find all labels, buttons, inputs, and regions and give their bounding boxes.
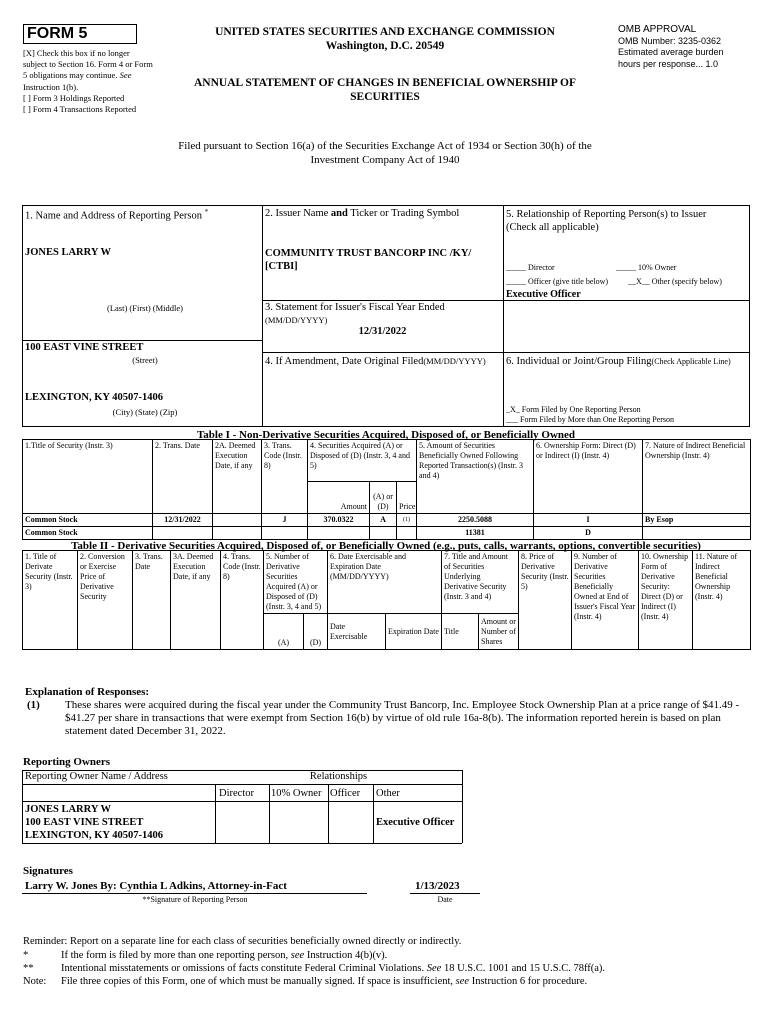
relationship-sublabel: (Check all applicable) [506, 222, 599, 233]
see-label: See [119, 70, 132, 81]
t1-nature: By Esop [643, 514, 751, 527]
filing-check: (Check Applicable Line) [651, 357, 731, 366]
t1-date: 12/31/2022 [153, 514, 213, 527]
omb-burden: Estimated average burden [618, 47, 724, 57]
owners-col-director: Director [219, 788, 254, 799]
t2-h-sub-title: Title [442, 614, 479, 650]
t1-h-title: 1.Title of Security (Instr. 3) [23, 440, 153, 514]
t1-h-code: 3. Trans. Code (Instr. 8) [262, 440, 308, 514]
reminder: Reminder: Report on a separate line for each class of securities beneficially owned directly or indirectly. [23, 936, 462, 947]
t1-deemed [213, 514, 262, 527]
rel-director: _____ Director [506, 263, 555, 272]
t2-h-sub-amount: Amount or Number of Shares [479, 614, 519, 650]
t2-h-exercisable: 6. Date Exercisable and Expiration Date (MM/DD/YYYY) [328, 551, 442, 614]
t2-h-date-exercisable: Date Exercisable [328, 614, 386, 650]
t1-h-price: Price [397, 482, 417, 514]
t1-h-amount: Amount [308, 482, 370, 514]
t2-h-d: (D) [304, 614, 328, 650]
table1-header-row [23, 440, 751, 482]
table1-title: Table I - Non-Derivative Securities Acquired, Disposed of, or Beneficially Owned [196, 429, 576, 441]
amendment-label: 4. If Amendment, Date Original Filed(MM/DD/YYYY) [265, 356, 486, 367]
t2-h-conversion: 2. Conversion or Exercise Price of Derivative Security [78, 551, 133, 650]
city-label: (City) (State) (Zip) [112, 407, 178, 417]
owners-col-ten: 10% Owner [271, 788, 322, 799]
date-label: Date [437, 895, 453, 904]
agency-location: Washington, D.C. 20549 [325, 40, 445, 52]
reporting-person-street: 100 EAST VINE STREET [25, 342, 144, 353]
reporting-person-label: 1. Name and Address of Reporting Person * [25, 208, 209, 222]
see-label: see [290, 950, 305, 961]
fiscal-year-label: 3. Statement for Issuer's Fiscal Year Ended (MM/DD/YYYY) [265, 302, 445, 325]
owners-col-relationships: Relationships [309, 771, 368, 782]
signatures-heading: Signatures [23, 865, 73, 877]
omb-number: OMB Number: 3235-0362 [618, 35, 722, 46]
table2-header-row [23, 551, 751, 614]
t2-h-price: 8. Price of Derivative Security (Instr. 5) [519, 551, 572, 650]
form-title: FORM 5 [27, 25, 88, 42]
t2-h-title: 1. Title of Derivate Security (Instr. 3) [23, 551, 78, 650]
t1-code [262, 527, 308, 540]
footnote-text: These shares were acquired during the fiscal year under the Community Trust Bancorp, Inc. Employee Stock Ownership Plan at a price range of $41.49 - $41.27 per share in transactions that were exempt from Section 16(b) by virtue of old rule 16a-8(b). The information reported herein is based on plan statement dated December 31, 2022. [65, 699, 740, 738]
reporting-owners-heading: Reporting Owners [23, 756, 111, 768]
table1 [22, 439, 751, 540]
rel-ten-pct: _____ 10% Owner [616, 263, 677, 272]
name-parts-label: (Last) (First) (Middle) [106, 303, 183, 313]
owner-street: 100 EAST VINE STREET [25, 817, 144, 828]
reporting-person-asterisk: * [204, 208, 209, 216]
checkbox-no-longer-subject: [X] Check this box if no longer subject to Section 16. Form 4 or Form 5 obligations may continue. [23, 48, 153, 81]
street-label: (Street) [132, 355, 158, 365]
issuer-label: 2. Issuer Name and Ticker or Trading Symbol [265, 208, 460, 219]
checkbox-notes [23, 48, 153, 115]
t1-h-acquired: 4. Securities Acquired (A) or Disposed of (D) (Instr. 3, 4 and 5) [308, 440, 417, 482]
star2-mark: ** [23, 963, 34, 974]
t1-h-ad: (A) or (D) [370, 482, 397, 514]
t1-owned: 2250.5088 [417, 514, 534, 527]
t1-title: Common Stock [23, 527, 153, 540]
table-row [23, 514, 751, 527]
note-text: File three copies of this Form, one of which must be manually signed. If space is insufficient, see Instruction 6 for procedure. [61, 976, 588, 987]
owner-city: LEXINGTON, KY 40507-1406 [25, 830, 163, 841]
form4-transactions: [ ] Form 4 Transactions Reported [23, 104, 137, 115]
t1-owned: 11381 [417, 527, 534, 540]
signature-label: **Signature of Reporting Person [142, 895, 248, 904]
t1-nature [643, 527, 751, 540]
t2-h-code: 4. Trans. Code (Instr. 8) [221, 551, 264, 650]
t1-date [153, 527, 213, 540]
t1-form: I [534, 514, 643, 527]
t2-h-a: (A) [264, 614, 304, 650]
issuer-ticker: [CTBI] [265, 261, 298, 272]
t2-h-owned: 9. Number of Derivative Securities Beneficially Owned at End of Issuer's Fiscal Year (Instr. 4) [572, 551, 639, 650]
explanation-heading: Explanation of Responses: [25, 686, 150, 698]
t2-h-date: 3. Trans. Date [133, 551, 171, 650]
table-row [23, 527, 751, 540]
table2 [22, 550, 751, 650]
note-mark: Note: [23, 976, 47, 987]
rel-other: __X__ Other (specify below) [628, 277, 722, 286]
t2-h-expiration: Expiration Date [386, 614, 442, 650]
signature-date: 1/13/2023 [415, 880, 460, 892]
table2-title: Table II - Derivative Securities Acquired, Disposed of, or Beneficially Owned (e.g., puts, calls, warrants, options, convertible securities) [71, 540, 701, 552]
t2-h-number: 5. Number of Derivative Securities Acquired (A) or Disposed of (D) (Instr. 3, 4 and 5) [264, 551, 328, 614]
t1-price [397, 527, 417, 540]
signer-name: Larry W. Jones By: Cynthia L Adkins, Attorney-in-Fact [25, 880, 287, 892]
owner-address [25, 803, 163, 842]
t1-h-date: 2. Trans. Date [153, 440, 213, 514]
t2-h-underlying: 7. Title and Amount of Securities Underlying Derivative Security (Instr. 3 and 4) [442, 551, 519, 614]
t1-deemed [213, 527, 262, 540]
owners-col-officer: Officer [330, 788, 361, 799]
filed-pursuant: Filed pursuant to Section 16(a) of the Securities Exchange Act of 1934 or Section 30(h) of the Investment Company Act of 1940 [178, 140, 592, 166]
instruction-ref: Instruction 1(b). [23, 81, 79, 92]
amendment-format: (MM/DD/YYYY) [423, 356, 486, 366]
owner-other-title: Executive Officer [376, 817, 455, 828]
filing-one: _X_ Form Filed by One Reporting Person [506, 405, 641, 414]
t1-form: D [534, 527, 643, 540]
t1-h-nature: 7. Nature of Indirect Beneficial Ownership (Instr. 4) [643, 440, 751, 514]
omb-hours: hours per response... 1.0 [618, 58, 719, 69]
agency-block [175, 25, 595, 53]
filing-label: 6. Individual or Joint/Group Filing(Check Applicable Line) [506, 356, 731, 367]
star1-mark: * [23, 950, 29, 961]
owners-col-other: Other [376, 788, 400, 799]
t1-amount: 370.0322 [308, 514, 370, 527]
form3-holdings: [ ] Form 3 Holdings Reported [23, 92, 125, 103]
omb-block [618, 24, 758, 70]
t2-h-nature: 11. Nature of Indirect Beneficial Ownership (Instr. 4) [693, 551, 751, 650]
t1-code: J [262, 514, 308, 527]
rel-officer: _____ Officer (give title below) [506, 277, 609, 286]
t1-h-owned: 5. Amount of Securities Beneficially Owned Following Reported Transaction(s) (Instr. 3 and 4) [417, 440, 534, 514]
fiscal-date: 12/31/2022 [358, 326, 407, 337]
t1-ad: A [370, 514, 397, 527]
t2-h-form: 10. Ownership Form of Derivative Security: Direct (D) or Indirect (I) (Instr. 4) [639, 551, 693, 650]
t2-h-deemed: 3A. Deemed Execution Date, if any [171, 551, 221, 650]
reporting-person-name: JONES LARRY W [25, 247, 111, 258]
star2-text: Intentional misstatements or omissions of facts constitute Federal Criminal Violations. See 18 U.S.C. 1001 and 15 U.S.C. 78ff(a). [61, 963, 606, 974]
statement-title: ANNUAL STATEMENT OF CHANGES IN BENEFICIAL OWNERSHIP OF SECURITIES [193, 77, 576, 103]
issuer-name: COMMUNITY TRUST BANCORP INC /KY/ [CTBI] [265, 248, 472, 272]
omb-approval: OMB APPROVAL [618, 24, 697, 35]
t1-amount [308, 527, 370, 540]
relationship-label: 5. Relationship of Reporting Person(s) to Issuer (Check all applicable) [506, 208, 746, 234]
t1-h-form: 6. Ownership Form: Direct (D) or Indirect (I) (Instr. 4) [534, 440, 643, 514]
t1-h-deemed: 2A. Deemed Execution Date, if any [213, 440, 262, 514]
footnote-number: (1) [27, 699, 40, 711]
see-label: See [426, 963, 442, 974]
agency-name: UNITED STATES SECURITIES AND EXCHANGE COMMISSION [215, 26, 555, 38]
t1-title: Common Stock [23, 514, 153, 527]
rel-title: Executive Officer [506, 289, 581, 300]
issuer-label-and: and [330, 208, 348, 219]
reporting-person-city: LEXINGTON, KY 40507-1406 [25, 392, 163, 403]
t1-ad [370, 527, 397, 540]
t1-price: (1) [397, 514, 417, 527]
filing-more: ___ Form Filed by More than One Reporting Person [506, 415, 674, 424]
owners-col-name: Reporting Owner Name / Address [25, 771, 168, 782]
see-label: see [455, 976, 470, 987]
form-title-box [23, 24, 137, 44]
fiscal-format: (MM/DD/YYYY) [265, 315, 328, 325]
star1-text: If the form is filed by more than one reporting person, see Instruction 4(b)(v). [61, 950, 388, 961]
owner-name: JONES LARRY W [25, 804, 111, 815]
